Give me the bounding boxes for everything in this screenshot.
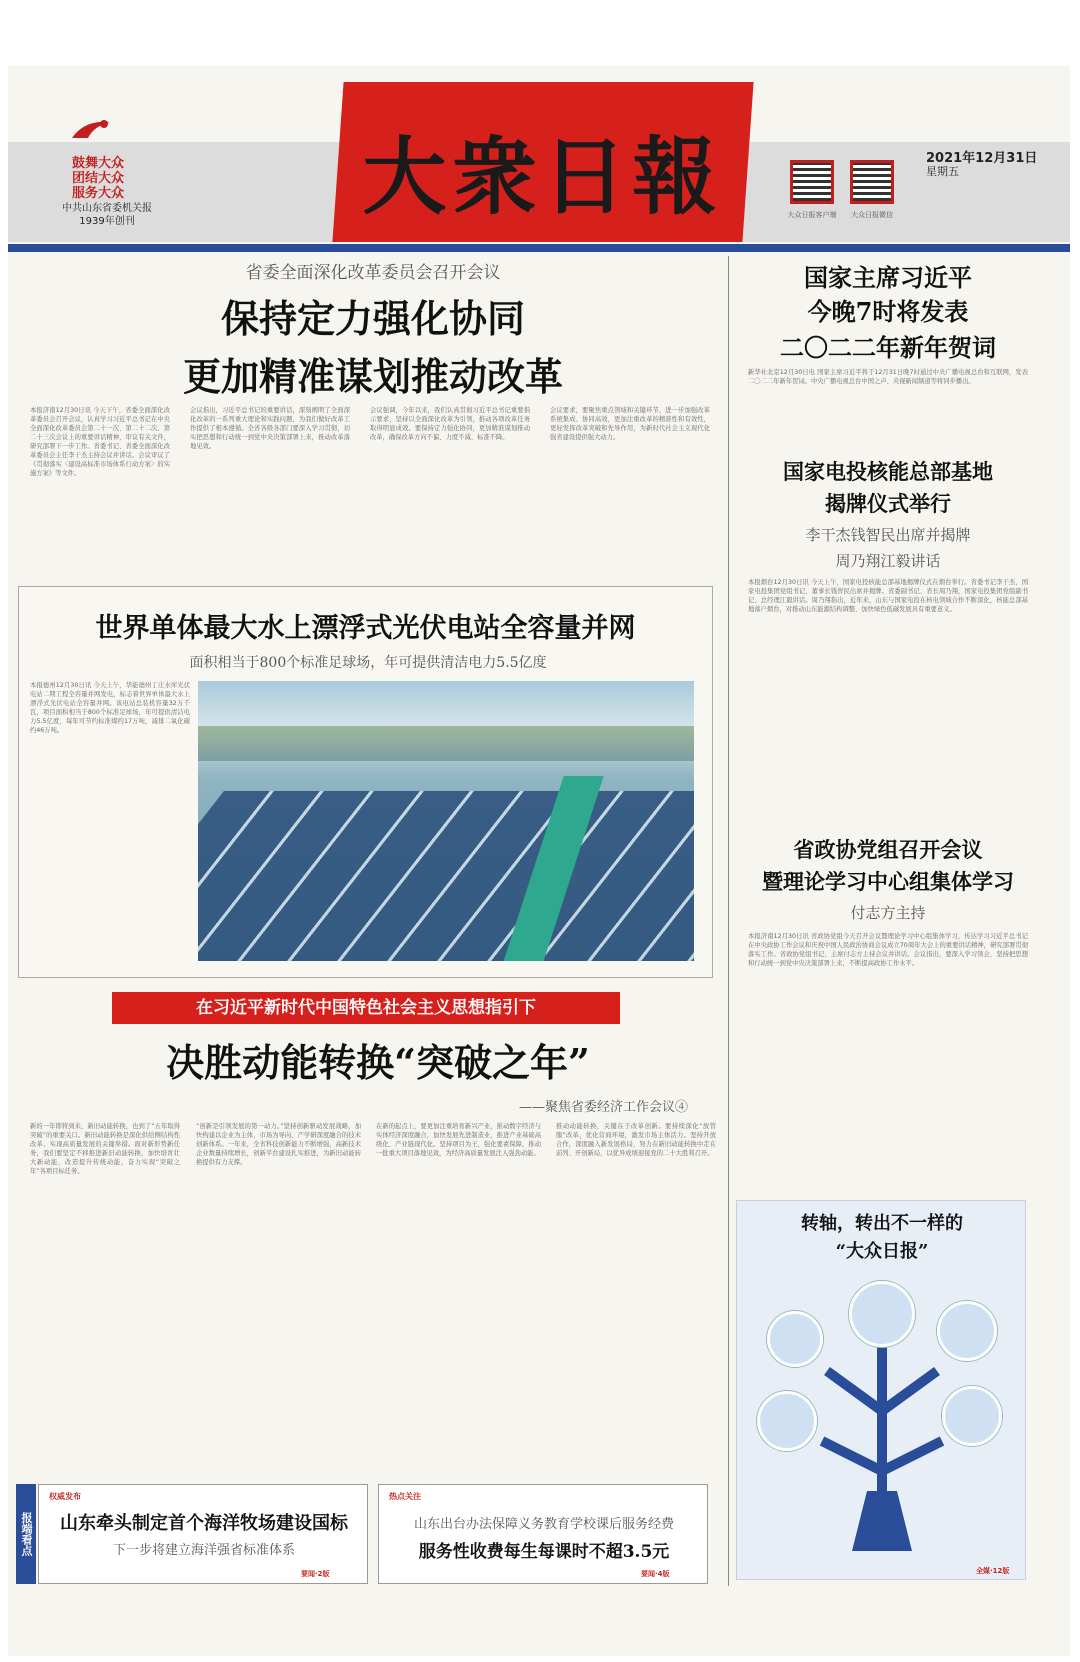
promo-bubble xyxy=(849,1281,915,1347)
qr-code-icon xyxy=(790,160,834,204)
solar-headline: 世界单体最大水上漂浮式光伏电站全容量并网 xyxy=(95,613,636,644)
promo-bubble xyxy=(757,1391,817,1451)
publisher-org: 中共山东省委机关报 xyxy=(62,203,152,214)
nuclear-subhead: 周乃翔江毅讲话 xyxy=(835,552,941,570)
footer-subhead: 山东出台办法保障义务教育学校课后服务经费 xyxy=(413,1517,674,1532)
article-column: 本报济南12月30日讯 今天下午，省委全面深化改革委员会召开会议，认真学习习近平总书记在中央全面深化改革委员会第二十一次、第二十二次、第二十三次会议上的重要讲话精神，审议有关文件，研究部署下一步工作。省委书记、省委全面深化改革委员会主任李干杰主持会议并讲话。会议审议了《贯彻落实〈建设高标准市场体系行动方案〉的实施方案》等文件。 xyxy=(30,407,170,477)
photo-solar-panels xyxy=(198,791,694,961)
transform-subhead: ——聚焦省委经济工作会议④ xyxy=(518,1100,688,1115)
article-column: 会议要求，要聚焦重点领域和关键环节，进一步加强改革系统集成、协同高效，更加注重改革的精准性和有效性，更好发挥改革突破和先导作用，为新时代社会主义现代化强省建设提供强大动力。 xyxy=(550,407,710,441)
newspaper-page xyxy=(8,66,1070,1656)
article-column: 本报烟台12月30日讯 今天上午，国家电投核能总部基地揭牌仪式在烟台举行。省委书记李干杰，国家电投集团党组书记、董事长钱智民出席并揭牌。省委副书记、省长周乃翔，国家电投集团党组副书记、总经理江毅讲话。周乃翔指出，近年来，山东与国家电投在核电领域合作不断深化，核能总部基地落户烟台，对推动山东能源结构调整、加快绿色低碳发展具有重要意义。 xyxy=(748,579,1028,613)
solar-photo xyxy=(198,681,694,961)
article-column: 新的一年即将到来，新旧动能转换，也到了“五年取得突破”的重要关口。新旧动能转换是深化供给侧结构性改革、实现高质量发展的关键举措。面对新形势新任务，我们要坚定不移推进新旧动能转换，加快培育壮大新动能，改造提升传统动能，奋力实现“突破之年”各项目标任务。 xyxy=(30,1123,180,1175)
promo-headline: “大众日报” xyxy=(835,1241,929,1262)
qr-code-icon xyxy=(850,160,894,204)
article-column: 推动动能转换，关键在于改革创新。要持续深化“放管服”改革，优化营商环境，激发市场主体活力。坚持开放合作，深度融入新发展格局，努力在新旧动能转换中走在前列、开创新局，以优异成绩迎接党的二十大胜利召开。 xyxy=(556,1123,716,1157)
promo-advert xyxy=(736,1200,1026,1580)
publisher-info xyxy=(42,202,172,228)
article-column: 本报济南12月30日讯 省政协党组今天召开会议暨理论学习中心组集体学习，传达学习习近平总书记在中央政协工作会议和庆祝中国人民政治协商会议成立70周年大会上的重要讲话精神，研究部署贯彻落实工作。省政协党组书记、主席付志方主持会议并讲话。会议指出，要深入学习领会，坚持把思想和行动统一到党中央决策部署上来，不断提高政协工作水平。 xyxy=(748,933,1028,967)
masthead xyxy=(8,72,1070,244)
qr-label: 大众日报客户端 xyxy=(787,211,837,219)
cppcc-subhead: 付志方主持 xyxy=(850,904,926,922)
article-column: 在新的起点上，要更加注重培育新兴产业，推动数字经济与实体经济深度融合，加快发展先进制造业，推进产业基础高级化、产业链现代化。坚持项目为王，强化要素保障，推动一批重大项目落地见效，为经济高质量发展注入强劲动能。 xyxy=(376,1123,541,1157)
page-reference: 要闻·4版 xyxy=(641,1570,670,1578)
cppcc-headline: 暨理论学习中心组集体学习 xyxy=(762,869,1014,894)
promo-bubble xyxy=(942,1386,1002,1446)
xi-headline: 二〇二二年新年贺词 xyxy=(780,333,996,362)
promo-headline: 转轴，转出不一样的 xyxy=(801,1213,963,1234)
promo-bubble xyxy=(937,1301,997,1361)
article-column: 会议强调，今年以来，我们认真贯彻习近平总书记重要指示要求，坚持以全面深化改革为引领，推动各项改革任务取得明显成效。要保持定力强化协同，更加精准谋划推动改革，确保改革方向不偏、力度不减、标准不降。 xyxy=(370,407,530,441)
lead-kicker: 省委全面深化改革委员会召开会议 xyxy=(245,263,501,283)
footer-subhead: 下一步将建立海洋强省标准体系 xyxy=(112,1543,295,1558)
issue-date xyxy=(926,152,1037,178)
page-reference: 全媒·12版 xyxy=(976,1567,1010,1575)
lead-headline: 保持定力强化协同 xyxy=(220,296,525,341)
solar-subhead: 面积相当于800个标准足球场，年可提供清洁电力5.5亿度 xyxy=(189,655,547,671)
nuclear-headline: 揭牌仪式举行 xyxy=(825,491,951,516)
masthead-rule xyxy=(8,244,1070,252)
masthead-title-block xyxy=(332,82,753,242)
slogan xyxy=(58,156,138,201)
nuclear-headline: 国家电投核能总部基地 xyxy=(783,459,993,484)
article-column: 本报德州12月30日讯 今天上午，华能德州丁庄水库光伏电站二期工程全容量并网发电，标志着世界单体最大水上漂浮式光伏电站全容量并网。该电站总装机容量32万千瓦，项目面积相当于800个标准足球场，年可提供清洁电力5.5亿度，每年可节约标准煤约17万吨，减排二氧化碳约46万吨。 xyxy=(30,682,190,734)
footer-right-box[interactable] xyxy=(378,1484,708,1584)
transform-headline: 决胜动能转换“突破之年” xyxy=(166,1040,590,1085)
cppcc-headline: 省政协党组召开会议 xyxy=(793,837,983,862)
section-banner: 在习近平新时代中国特色社会主义思想指引下 xyxy=(112,992,620,1024)
weekday-text: 星期五 xyxy=(926,165,959,178)
footer-left-box[interactable] xyxy=(38,1484,368,1584)
nuclear-subhead: 李干杰钱智民出席并揭牌 xyxy=(805,526,971,544)
date-text: 2021年12月31日 xyxy=(926,151,1038,166)
article-column: “创新是引领发展的第一动力。”坚持创新驱动发展战略，加快构建以企业为主体、市场为导向、产学研深度融合的技术创新体系。一年来，全省科技创新能力不断增强，高新技术企业数量持续增长，创新平台建设扎实推进，为新旧动能转换提供有力支撑。 xyxy=(196,1123,361,1166)
slogan-line: 团结大众 xyxy=(71,171,124,186)
founded-year: 1939年创刊 xyxy=(79,216,135,227)
xi-headline: 国家主席习近平 xyxy=(804,263,972,292)
article-column: 新华社北京12月30日电 国家主席习近平将于12月31日晚7时通过中央广播电视总台和互联网，发表二〇二二年新年贺词。中央广播电视总台中国之声、央视新闻频道等将同步播出。 xyxy=(748,369,1028,385)
footer-tag: 权威发布 xyxy=(49,1492,81,1501)
footer-headline: 服务性收费每生每课时不超3.5元 xyxy=(418,1542,670,1562)
article-column: 会议指出，习近平总书记的重要讲话，深刻阐明了全面深化改革的一系列重大理论和实践问题，为我们做好改革工作提供了根本遵循。全省各级各部门要深入学习贯彻，切实把思想和行动统一到党中央决策部署上来，推动改革落地见效。 xyxy=(190,407,350,450)
photo-shore xyxy=(198,726,694,761)
footer-tag: 热点关注 xyxy=(389,1492,421,1501)
slogan-line: 鼓舞大众 xyxy=(71,156,124,171)
xi-headline: 今晚7时将发表 xyxy=(807,297,969,326)
footer-headline: 山东牵头制定首个海洋牧场建设国标 xyxy=(60,1513,348,1534)
page-reference: 要闻·2版 xyxy=(301,1570,330,1578)
qr-label: 大众日报微信 xyxy=(851,211,893,219)
masthead-title: 大衆日報 xyxy=(362,127,723,226)
promo-bubble xyxy=(767,1311,823,1367)
newspaper-logo-icon xyxy=(70,116,114,146)
lead-headline: 更加精准谋划推动改革 xyxy=(182,354,563,399)
slogan-line: 服务大众 xyxy=(71,186,124,201)
column-divider xyxy=(728,256,729,1586)
footer-side-label: 报端看点 xyxy=(16,1484,36,1584)
